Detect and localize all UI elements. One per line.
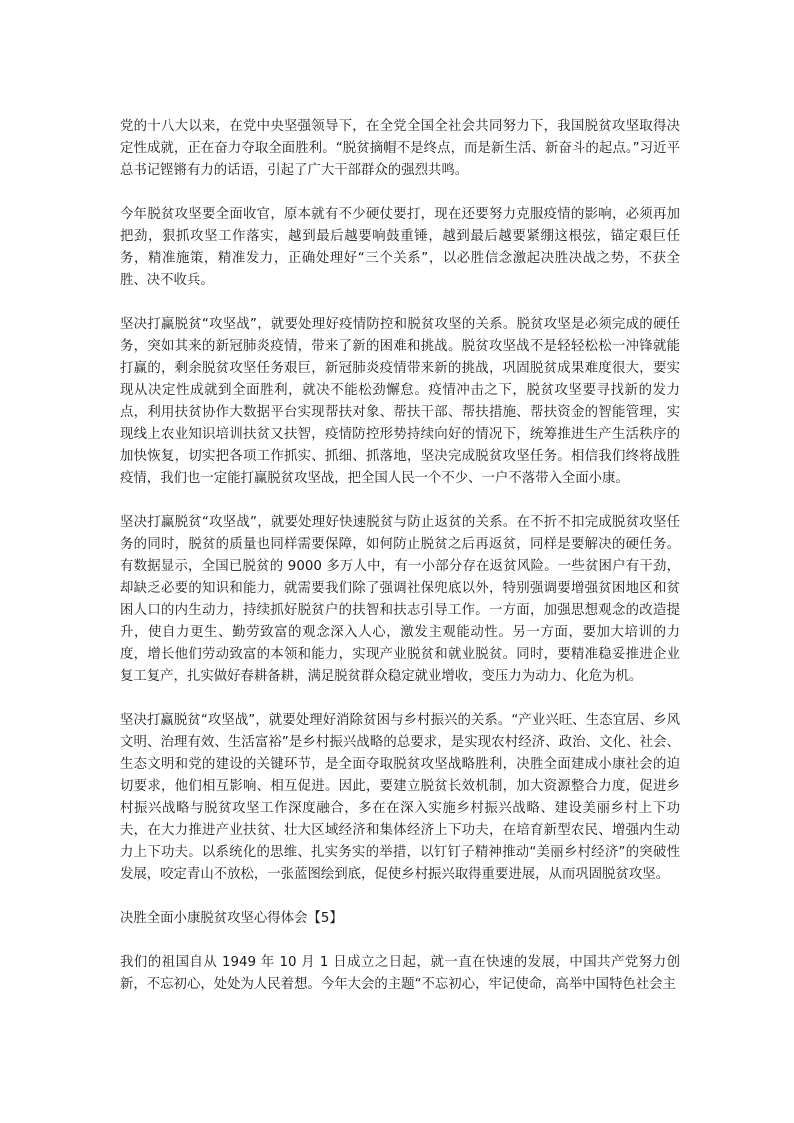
paragraph-rural-revitalization: 坚决打赢脱贫“攻坚战”，就要处理好消除贫困与乡村振兴的关系。“产业兴旺、生态宜居、乡风文明、治理有效、生活富裕”是乡村振兴战略的总要求，是实现农村经济、政治、文化、社会、生态文明和党的建设的关键环节，是全面夺取脱贫攻坚战略胜利，决胜全面建成小康社会的迫切要求，他们相互影响、相互促进。因此，要建立脱贫长效机制，加大资源整合力度，促进乡村振兴战略与脱贫攻坚工作深度融合，多在在深入实施乡村振兴战略、建设美丽乡村上下功夫，在大力推进产业扶贫、壮大区域经济和集体经济上下功夫，在培育新型农民、增强内生动力上下功夫。以系统化的思维、扎实务实的举措，以钉钉子精神推动“美丽乡村经济”的突破性发展，咬定青山不放松，一张蓝图绘到底，促使乡村振兴取得重要进展，从而巩固脱贫攻坚。 <box>120 713 680 882</box>
paragraph-return-poverty: 坚决打赢脱贫“攻坚战”，就要处理好快速脱贫与防止返贫的关系。在不折不扣完成脱贫攻坚任务的同时，脱贫的质量也同样需要保障，如何防止脱贫之后再返贫，同样是要解决的硬任务。有数据显示，全国已脱贫的 9000 多万人中，有一小部分存在返贫风险。一些贫困户有干劲，却缺乏必要的知识和能力，就需要我们除了强调社保兜底以外，特别强调要增强贫困地区和贫困人口的内生动力，持续抓好脱贫户的扶智和扶志引导工作。一方面，加强思想观念的改造提升，使自力更生、勤劳致富的观念深入人心，激发主观能动性。另一方面，要加大培训的力度，增长他们劳动致富的本领和能力，实现产业脱贫和就业脱贫。同时，要精准稳妥推进企业复工复产，扎实做好春耕备耕，满足脱贫群众稳定就业增收，变压力为动力、化危为机。 <box>120 515 680 684</box>
paragraph-intro: 党的十八大以来，在党中央坚强领导下，在全党全国全社会共同努力下，我国脱贫攻坚取得决定性成就，正在奋力夺取全面胜利。“脱贫摘帽不是终点，而是新生活、新奋斗的起点。”习近平总书记铿锵有力的话语，引起了广大干部群众的强烈共鸣。 <box>120 119 680 178</box>
paragraph-epidemic: 坚决打赢脱贫“攻坚战”，就要处理好疫情防控和脱贫攻坚的关系。脱贫攻坚是必须完成的硬任务，突如其来的新冠肺炎疫情，带来了新的困难和挑战。脱贫攻坚战不是轻轻松松一冲锋就能打赢的，剩余脱贫攻坚任务艰巨，新冠肺炎疫情带来新的挑战，巩固脱贫成果难度很大，要实现从决定性成就到全面胜利，就决不能松劲懈怠。疫情冲击之下，脱贫攻坚要寻找新的发力点，利用扶贫协作大数据平台实现帮扶对象、帮扶干部、帮扶措施、帮扶资金的智能管理，实现线上农业知识培训扶贫又扶智，疫情防控形势持续向好的情况下，统筹推进生产生活秩序的加快恢复，切实把各项工作抓实、抓细、抓落地，坚决完成脱贫攻坚任务。相信我们终将战胜疫情，我们也一定能打赢脱贫攻坚战，把全国人民一个不少、一户不落带入全面小康。 <box>120 317 680 486</box>
paragraph-final: 我们的祖国自从 1949 年 10 月 1 日成立之日起，就一直在快速的发展，中国共产党努力创新，不忘初心，处处为人民着想。今年大会的主题“不忘初心，牢记使命，高举中国特色社会主 <box>120 955 680 992</box>
document-body <box>120 116 680 1018</box>
paragraph-overview: 今年脱贫攻坚要全面收官，原本就有不少硬仗要打，现在还要努力克服疫情的影响，必须再加把劲，狠抓攻坚工作落实，越到最后越要响鼓重锤，越到最后越要紧绷这根弦，锚定艰巨任务，精准施策，精准发力，正确处理好“三个关系”，以必胜信念激起决胜决战之势，不获全胜、决不收兵。 <box>120 207 680 288</box>
section-heading: 决胜全面小康脱贫攻坚心得体会【5】 <box>120 911 343 926</box>
